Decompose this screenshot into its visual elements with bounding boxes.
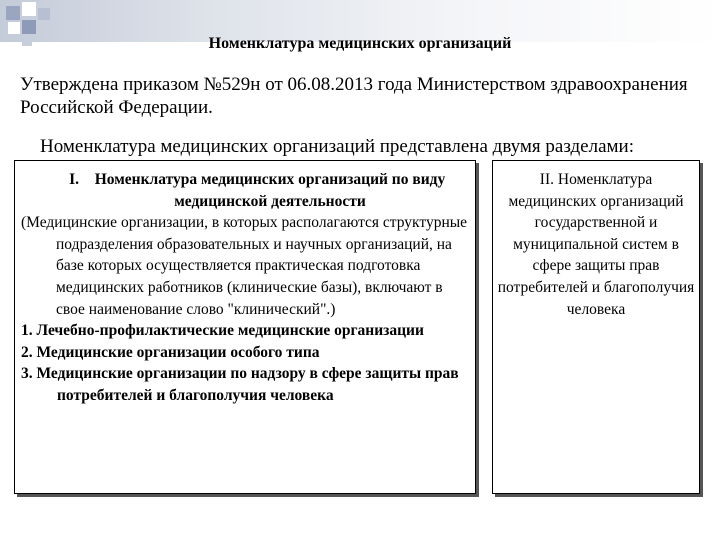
section-one-number: I. xyxy=(69,171,79,188)
section-one-item: 1. Лечебно-профилактические медицинские организации xyxy=(21,322,424,340)
sections-caption: Номенклатура медицинских организаций представлена двумя разделами: xyxy=(40,136,634,157)
square-decor xyxy=(22,2,36,16)
intro-paragraph: Утверждена приказом №529н от 06.08.2013 года Министерством здравоохранения Российской Федерации. xyxy=(20,74,688,118)
section-two-text: II. Номенклатура медицинских организаций государственной и муниципальной систем в сфере защиты прав потребителей и благополучия человека xyxy=(497,171,695,318)
section-one-box xyxy=(14,160,476,494)
square-decor xyxy=(6,6,20,20)
section-one-item: 2. Медицинские организации особого типа xyxy=(21,343,320,361)
section-one-item: 3. Медицинские организации по надзору в сфере защиты прав потребителей и благополучия человека xyxy=(21,365,459,404)
square-decor xyxy=(8,22,20,34)
section-one-heading-row xyxy=(21,169,469,212)
page-title: Номенклатура медицинских организаций xyxy=(208,35,512,52)
square-decor xyxy=(22,20,36,34)
square-decor xyxy=(38,8,50,20)
section-two-box xyxy=(492,160,700,494)
section-one-heading: Номенклатура медицинских организаций по виду медицинской деятельности xyxy=(94,171,446,210)
section-one-note: (Медицинские организации, в которых располагаются структурные подразделения образовательных и научных организаций, на базе которых осуществляется практическая подготовка медицинских работников (клинические базы), включают в свое наименование слово "клинический".) xyxy=(21,214,468,318)
